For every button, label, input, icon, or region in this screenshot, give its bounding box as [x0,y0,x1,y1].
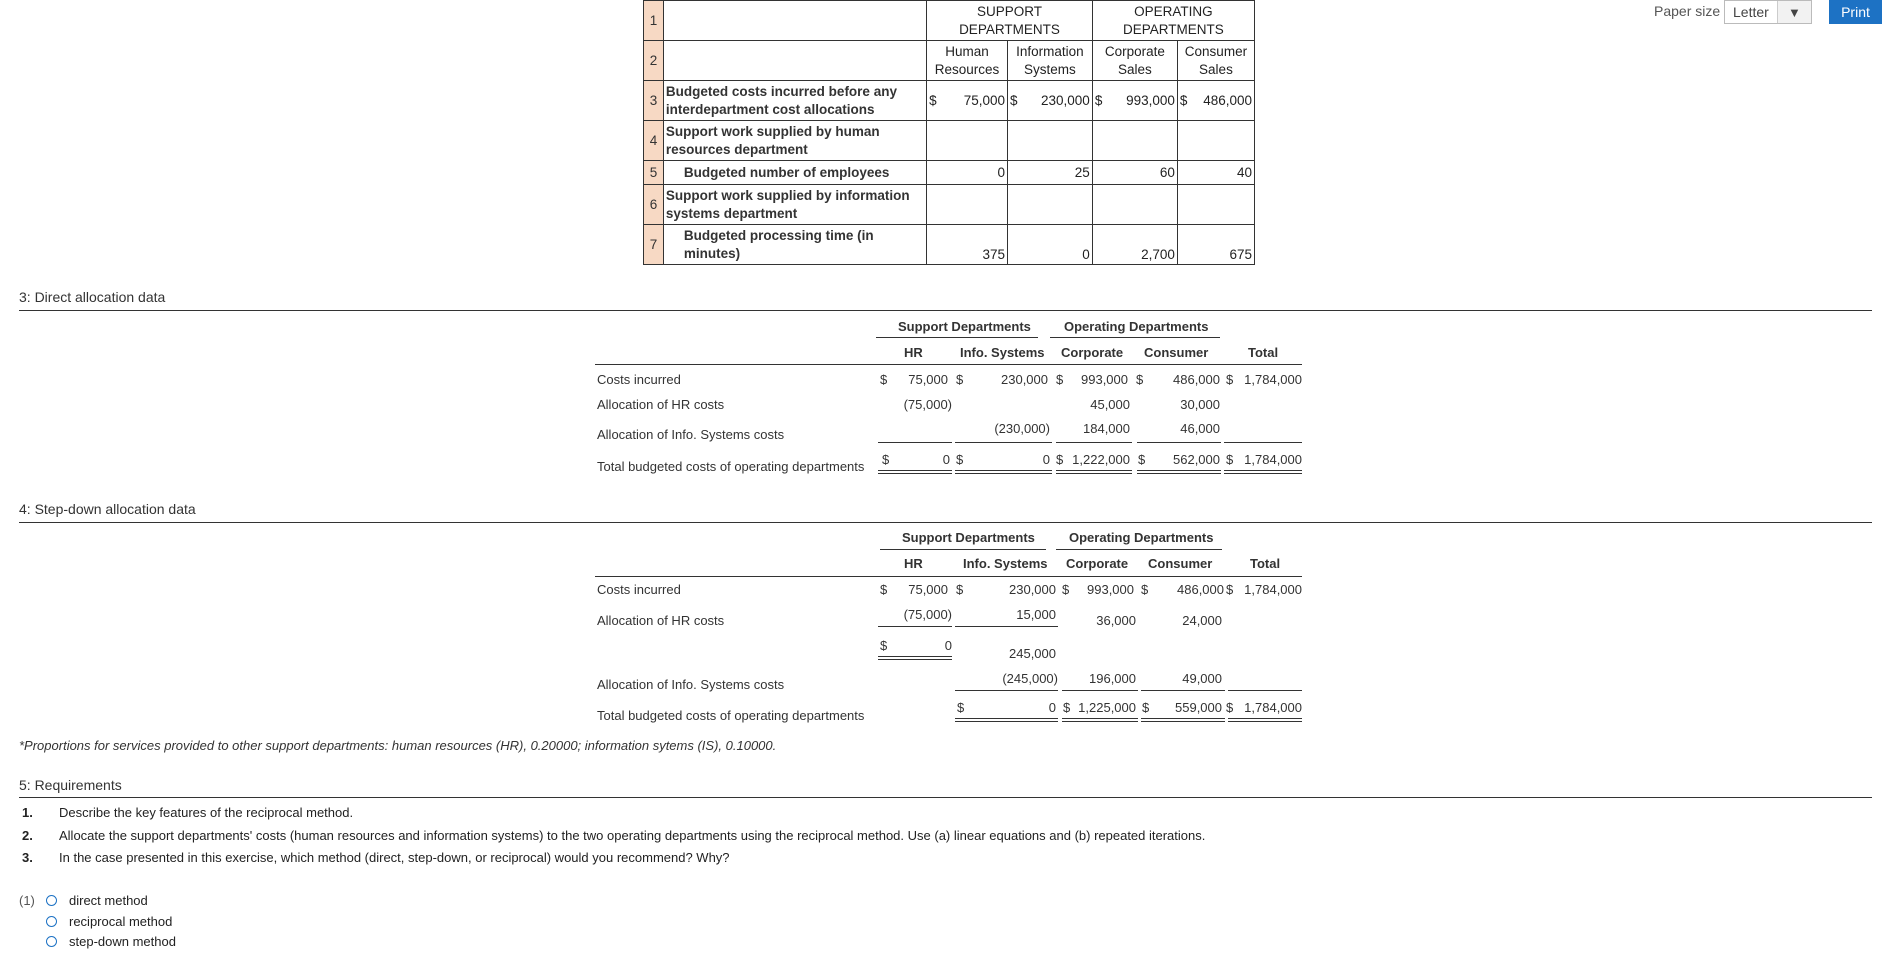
section-divider [19,310,1872,311]
option-label[interactable]: step-down method [69,934,176,949]
radio-step-down-method[interactable] [46,936,57,947]
subtotal-rule [955,442,1052,443]
header-support-departments: SUPPORT DEPARTMENTS [927,1,1093,41]
cell-total: 1,784,000 [1244,452,1302,467]
subtotal-rule [955,626,1058,627]
header-rule [595,364,1302,365]
row-label: Total budgeted costs of operating departments [597,708,865,723]
cell-corp: 196,000 [1089,671,1136,686]
cell-cons: 40 [1177,161,1254,185]
section-divider [19,797,1872,798]
proportions-note: *Proportions for services provided to other support departments: human resources (HR), 0.20000; information sytems (IS), 0.10000. [19,738,777,753]
subtotal-rule [1062,690,1138,691]
total-double-rule [1062,718,1138,722]
print-button[interactable]: Print [1829,0,1882,24]
group-support: Support Departments [898,319,1031,334]
section-divider [19,522,1872,523]
group-underline [880,549,1046,550]
cell-cons: 486,000 [1173,372,1220,387]
row-number: 2 [644,41,664,81]
department-data-table [643,0,1255,265]
requirement-number: 2. [22,828,33,843]
col-corporate: Corporate [1061,345,1124,360]
header-rule [595,576,1302,577]
currency: $ [1226,452,1234,467]
col-information-systems: Information Systems [1007,41,1092,81]
currency: $ [1062,582,1070,597]
currency: $ [956,452,964,467]
col-consumer: Consumer [1148,556,1213,571]
row-number: 7 [644,225,664,265]
total-double-rule [1224,470,1302,474]
cell-cons: $ 486,000 [1177,81,1254,121]
total-double-rule [878,656,952,660]
total-double-rule [1056,470,1132,474]
col-human-resources: Human Resources [927,41,1008,81]
cell-corp: 184,000 [1083,421,1130,436]
group-underline [876,337,1038,338]
currency: $ [1142,700,1150,715]
currency: $ [1226,582,1234,597]
section-title-direct: 3: Direct allocation data [19,289,166,305]
cell-cons: 24,000 [1182,613,1222,628]
currency: $ [1226,700,1234,715]
currency: $ [1056,452,1064,467]
row-label: Support work supplied by human resources department [663,121,926,161]
currency: $ [1136,372,1144,387]
col-corporate-sales: Corporate Sales [1092,41,1177,81]
row-label: Total budgeted costs of operating departments [597,459,865,474]
subtotal-rule [1228,690,1302,691]
row-label: Support work supplied by information systems department [663,185,926,225]
option-label[interactable]: reciprocal method [69,914,173,929]
cell-hr: 75,000 [908,582,948,597]
subtotal-rule [1224,442,1302,443]
paper-size-label: Paper size [1654,3,1721,19]
cell-is: (245,000) [1002,671,1058,686]
row-label: Allocation of HR costs [597,397,725,412]
cell-corp: 36,000 [1096,613,1136,628]
row-number: 1 [644,1,664,41]
col-corporate: Corporate [1066,556,1129,571]
requirement-number: 3. [22,850,33,865]
currency: $ [956,372,964,387]
cell-cons: 49,000 [1182,671,1222,686]
requirement-number: 1. [22,805,33,820]
header-operating-departments: OPERATING DEPARTMENTS [1092,1,1254,41]
cell-is: 230,000 [1001,372,1048,387]
cell-corp: 45,000 [1090,397,1130,412]
group-underline [1050,337,1220,338]
col-total: Total [1248,345,1279,360]
row-label: Budgeted processing time (in minutes) [663,225,926,265]
section-title-requirements: 5: Requirements [19,777,122,793]
col-hr: HR [904,345,923,360]
subtotal-rule [878,442,952,443]
paper-size-value: Letter [1725,1,1778,23]
currency: $ [1056,372,1064,387]
cell-total: 1,784,000 [1244,700,1302,715]
currency: $ [957,700,965,715]
row-label: Costs incurred [597,582,681,597]
cell-is: $ 230,000 [1007,81,1092,121]
total-double-rule [955,718,1058,722]
cell-is: 0 [1042,452,1050,467]
row-label: Allocation of Info. Systems costs [597,677,785,692]
row-label: Allocation of HR costs [597,613,725,628]
total-double-rule [955,470,1052,474]
total-double-rule [1228,718,1302,722]
cell-total: 1,784,000 [1244,582,1302,597]
cell-cons: 486,000 [1177,582,1224,597]
col-consumer-sales: Consumer Sales [1177,41,1254,81]
subtotal-rule [955,690,1058,691]
cell-is: 0 [1007,225,1092,265]
cell-corp: 993,000 [1081,372,1128,387]
cell-corp: 1,225,000 [1078,700,1136,715]
cell-is: 15,000 [1016,607,1056,622]
cell-hr: 75,000 [908,372,948,387]
cell-cons: 559,000 [1175,700,1222,715]
cell-hr: $ 75,000 [927,81,1008,121]
group-support: Support Departments [902,530,1035,545]
total-double-rule [878,470,952,474]
subtotal-rule [878,626,952,627]
requirement-text: Allocate the support departments' costs (human resources and information systems) to the two operating departments using the reciprocal method. Use (a) linear equations and (b) repeated iterations. [59,828,1206,843]
cell-cons: 46,000 [1180,421,1220,436]
cell-cons: 675 [1177,225,1254,265]
currency: $ [1226,372,1234,387]
cell-is: 25 [1007,161,1092,185]
currency: $ [880,638,888,653]
row-number: 4 [644,121,664,161]
cell-hr: 0 [944,638,952,653]
currency: $ [882,452,890,467]
row-label: Budgeted number of employees [663,161,926,185]
col-hr: HR [904,556,923,571]
currency: $ [1138,452,1146,467]
cell-corp: 1,222,000 [1072,452,1130,467]
group-operating: Operating Departments [1069,530,1214,545]
cell-cons: 562,000 [1173,452,1220,467]
cell-corp: $ 993,000 [1092,81,1177,121]
cell-corp: 60 [1092,161,1177,185]
cell-is: 245,000 [1009,646,1056,661]
row-number: 5 [644,161,664,185]
requirement-text: In the case presented in this exercise, which method (direct, step-down, or reciprocal) would you recommend? Why? [59,850,730,865]
cell-hr: 375 [927,225,1008,265]
subtotal-rule [1056,442,1132,443]
option-label[interactable]: direct method [69,893,148,908]
requirement-text: Describe the key features of the reciprocal method. [59,805,354,820]
group-underline [1056,549,1222,550]
subtotal-rule [1141,690,1225,691]
subtotal-rule [1137,442,1221,443]
row-label: Budgeted costs incurred before any interdepartment cost allocations [663,81,926,121]
cell-hr: (75,000) [903,397,952,412]
total-double-rule [1137,470,1221,474]
cell-hr: (75,000) [903,607,952,622]
chevron-down-icon: ▼ [1778,1,1811,23]
cell-is: 0 [1048,700,1056,715]
group-operating: Operating Departments [1064,319,1209,334]
currency: $ [956,582,964,597]
cell-hr: 0 [927,161,1008,185]
currency: $ [1063,700,1071,715]
col-info-systems: Info. Systems [963,556,1048,571]
paper-size-select[interactable] [1724,0,1812,24]
total-double-rule [1141,718,1225,722]
question-number: (1) [19,893,35,908]
col-consumer: Consumer [1144,345,1209,360]
cell-cons: 30,000 [1180,397,1220,412]
radio-direct-method[interactable] [46,895,57,906]
cell-corp: 993,000 [1087,582,1134,597]
row-number: 3 [644,81,664,121]
cell-hr: 0 [942,452,950,467]
cell-corp: 2,700 [1092,225,1177,265]
currency: $ [880,582,888,597]
currency: $ [1141,582,1149,597]
radio-reciprocal-method[interactable] [46,916,57,927]
section-title-stepdown: 4: Step-down allocation data [19,501,196,517]
col-total: Total [1250,556,1281,571]
row-label: Allocation of Info. Systems costs [597,427,785,442]
row-number: 6 [644,185,664,225]
row-label: Costs incurred [597,372,681,387]
col-info-systems: Info. Systems [960,345,1045,360]
currency: $ [880,372,888,387]
cell-total: 1,784,000 [1244,372,1302,387]
cell-is: (230,000) [994,421,1050,436]
cell-is: 230,000 [1009,582,1056,597]
